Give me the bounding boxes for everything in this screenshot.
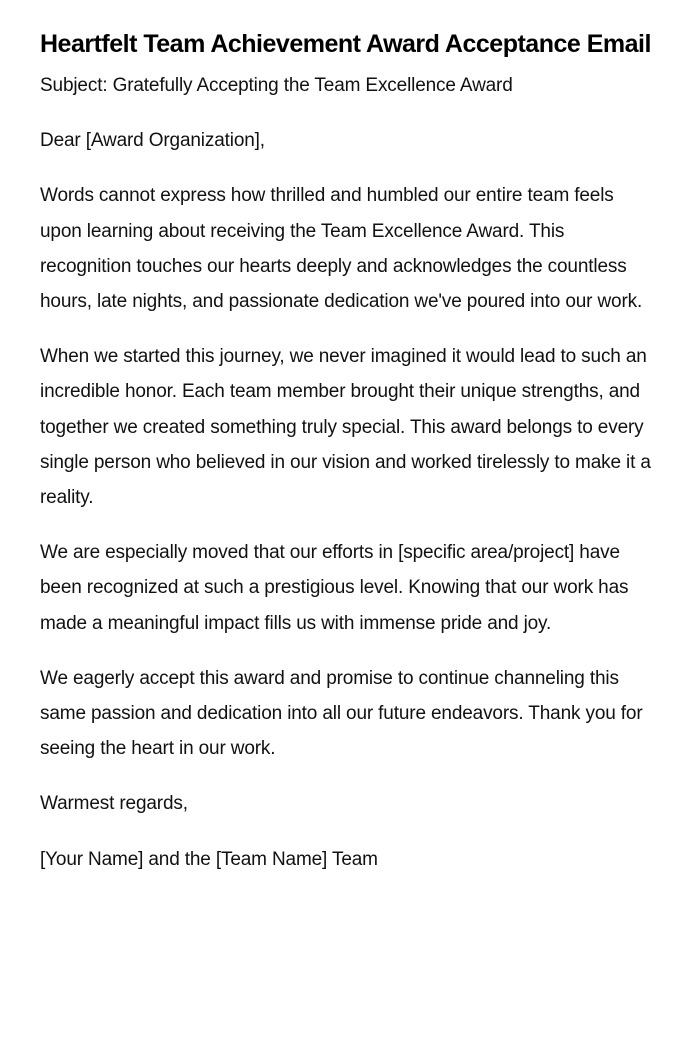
email-closing: Warmest regards, [40,793,188,815]
email-signature: [Your Name] and the [Team Name] Team [40,848,378,870]
email-subject: Subject: Gratefully Accepting the Team Excellence Award [40,75,513,96]
body-paragraph-4: We eagerly accept this award and promise to continue channeling this same passion and dedication into all our future endeavors. Thank you for seeing the heart in our work. [40,667,643,760]
body-paragraph-2: When we started this journey, we never imagined it would lead to such an incredible honor. Each team member brought their unique strengths, and together we created something truly special. This award belongs to every single person who believed in our vision and worked tirelessly to make it a reality. [40,346,651,509]
body-paragraph-1: Words cannot express how thrilled and humbled our entire team feels upon learning about receiving the Team Excellence Award. This recognition touches our hearts deeply and acknowledges the countless hours, late nights, and passionate dedication we've poured into our work. [40,185,643,313]
email-greeting: Dear [Award Organization], [40,130,265,152]
body-paragraph-3: We are especially moved that our efforts in [specific area/project] have been recognized at such a prestigious level. Knowing that our work has made a meaningful impact fills us with immense pride and joy. [40,542,629,634]
document-title: Heartfelt Team Achievement Award Acceptance Email [40,30,651,58]
